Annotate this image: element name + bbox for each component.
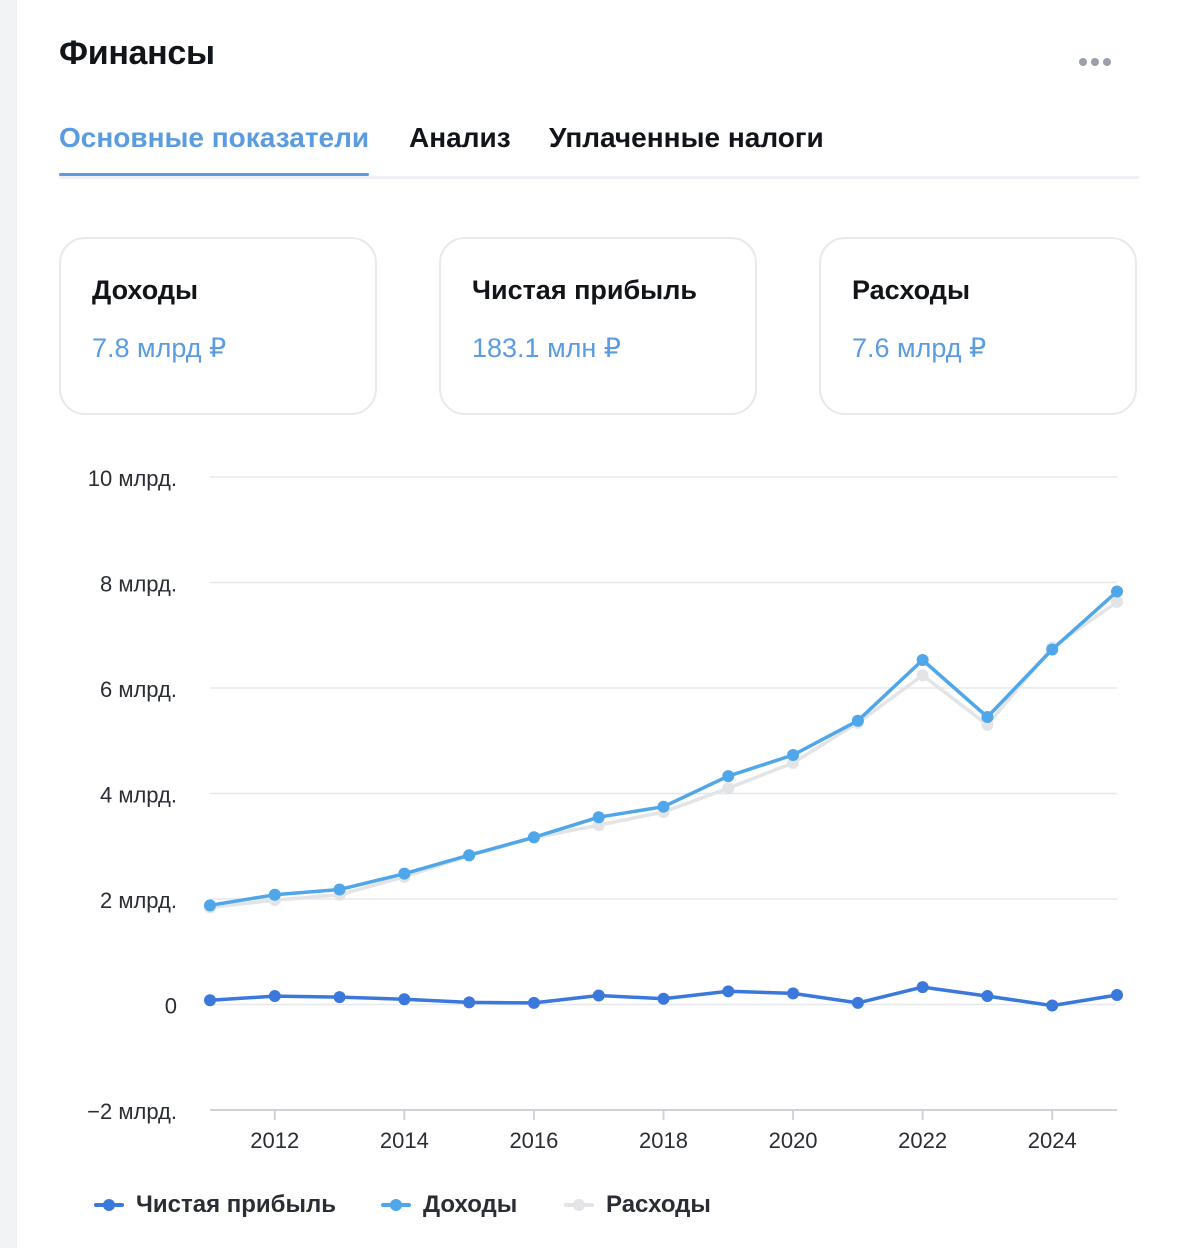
data-point-revenue — [658, 801, 670, 813]
kpi-revenue-label: Доходы — [92, 275, 199, 305]
tab-paid-taxes[interactable]: Уплаченные налоги — [549, 122, 824, 153]
x-tick-label: 2016 — [509, 1128, 559, 1153]
y-tick-label: −2 млрд. — [87, 1099, 177, 1124]
data-point-net-profit — [204, 994, 216, 1006]
series-line-revenue — [210, 592, 1117, 906]
data-point-expenses — [722, 782, 734, 794]
legend-marker-expenses — [564, 1203, 594, 1207]
y-tick-label: 10 млрд. — [87, 466, 177, 491]
data-point-net-profit — [334, 991, 346, 1003]
data-point-revenue — [528, 831, 540, 843]
data-point-net-profit — [269, 990, 281, 1002]
data-point-net-profit — [658, 993, 670, 1005]
y-tick-label: 6 млрд. — [100, 677, 177, 702]
x-tick-label: 2022 — [898, 1128, 948, 1153]
kpi-expenses-label: Расходы — [852, 275, 971, 305]
data-point-net-profit — [722, 985, 734, 997]
data-point-net-profit — [981, 990, 993, 1002]
data-point-revenue — [981, 711, 993, 723]
legend-item-expenses[interactable] — [564, 1188, 711, 1222]
data-point-expenses — [917, 669, 929, 681]
x-tick-label: 2014 — [379, 1128, 429, 1153]
data-point-revenue — [463, 849, 475, 861]
data-point-net-profit — [398, 993, 410, 1005]
data-point-revenue — [269, 889, 281, 901]
data-point-net-profit — [1111, 989, 1123, 1001]
data-point-revenue — [722, 770, 734, 782]
legend-label-net-profit: Чистая прибыль — [136, 1191, 336, 1218]
data-point-revenue — [593, 811, 605, 823]
legend-marker-revenue — [381, 1203, 411, 1207]
x-tick-label: 2012 — [250, 1128, 300, 1153]
y-tick-label: 0 — [164, 993, 177, 1019]
y-tick-label: 2 млрд. — [100, 888, 177, 913]
data-point-net-profit — [852, 997, 864, 1009]
legend-label-revenue: Доходы — [423, 1191, 518, 1218]
legend-item-net-profit[interactable] — [94, 1188, 336, 1222]
legend-label-expenses: Расходы — [606, 1191, 711, 1218]
kpi-revenue-value: 7.8 млрд ₽ — [92, 333, 227, 363]
data-point-revenue — [1111, 585, 1123, 597]
data-point-revenue — [398, 868, 410, 880]
x-tick-label: 2020 — [768, 1128, 818, 1153]
data-point-revenue — [852, 715, 864, 727]
series-line-expenses — [210, 602, 1117, 907]
data-point-net-profit — [528, 997, 540, 1009]
x-tick-label: 2024 — [1027, 1128, 1077, 1153]
data-point-net-profit — [593, 990, 605, 1002]
card-title: Финансы — [59, 34, 215, 72]
kpi-expenses-value: 7.6 млрд ₽ — [852, 333, 987, 363]
data-point-revenue — [917, 654, 929, 666]
data-point-revenue — [204, 899, 216, 911]
x-tick-label: 2018 — [639, 1128, 688, 1153]
data-point-revenue — [787, 749, 799, 761]
data-point-revenue — [334, 884, 346, 896]
data-point-expenses — [1111, 596, 1123, 608]
kpi-net-profit-value: 183.1 млн ₽ — [472, 333, 621, 363]
data-point-net-profit — [1046, 1000, 1058, 1012]
kpi-net-profit-label: Чистая прибыль — [472, 275, 697, 305]
legend-item-revenue[interactable] — [381, 1188, 517, 1222]
data-point-net-profit — [463, 996, 475, 1008]
y-tick-label: 8 млрд. — [100, 571, 177, 597]
legend-marker-net-profit — [94, 1203, 124, 1207]
data-point-net-profit — [917, 981, 929, 993]
tab-main-indicators[interactable]: Основные показатели — [59, 122, 370, 153]
tab-analysis[interactable]: Анализ — [409, 122, 511, 153]
y-tick-label: 4 млрд. — [100, 782, 177, 808]
data-point-net-profit — [787, 987, 799, 999]
data-point-revenue — [1046, 643, 1058, 655]
